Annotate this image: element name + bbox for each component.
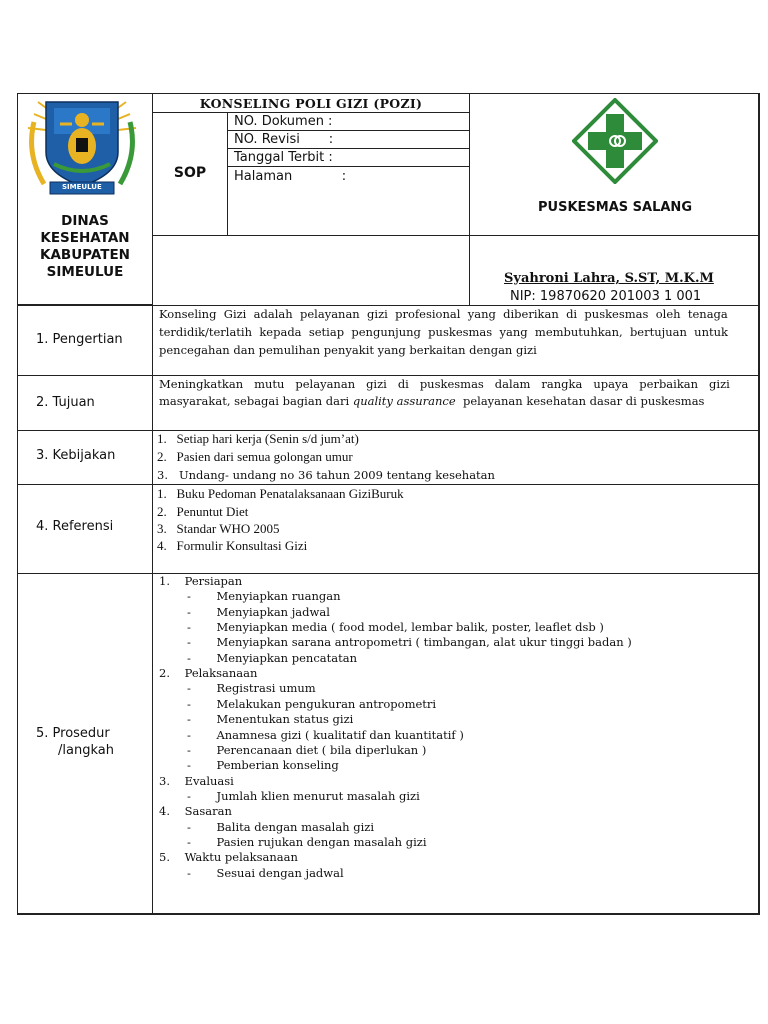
prosedur-step: - Pemberian konseling [187, 758, 339, 773]
signer-cell [469, 235, 760, 306]
prosedur-step: - Jumlah klien menurut masalah gizi [187, 788, 420, 803]
prosedur-step: - Menyiapkan media ( food model, lembar balik, poster, leaflet dsb ) [187, 620, 604, 635]
signer-name: Syahroni Lahra, S.ST, M.K.M [504, 271, 714, 286]
field-row-halaman [227, 166, 470, 236]
prosedur-heading: 2. Pelaksanaan [159, 666, 258, 681]
pengertian-line-1: Konseling Gizi adalah pelayanan gizi profesional yang diberikan di puskesmas oleh tenaga [159, 307, 728, 321]
sop-label: SOP [173, 165, 207, 181]
referensi-item-1: 1. Buku Pedoman Penatalaksanaan GiziBuruk [157, 486, 404, 501]
puskesmas-cross-icon [572, 98, 658, 184]
tujuan-line-2-post: pelayanan kesehatan dasar di puskesmas [455, 394, 705, 408]
puskesmas-name: PUSKESMAS SALANG [538, 200, 692, 215]
kebijakan-item-3: 3. Undang- undang no 36 tahun 2009 tentang kesehatan [157, 468, 495, 482]
prosedur-heading: 3. Evaluasi [159, 773, 234, 788]
field-row-tanggal [227, 148, 470, 167]
prosedur-step: - Sesuai dengan jadwal [187, 865, 344, 880]
puskesmas-logo-cell [469, 93, 760, 236]
field-row-dokumen [227, 112, 470, 131]
org-line-4: SIMEULUE [46, 264, 124, 280]
org-line-1: DINAS [61, 213, 109, 229]
tujuan-label: 2. Tujuan [36, 395, 95, 410]
pengertian-label-cell [17, 305, 153, 376]
pengertian-label: 1. Pengertian [36, 332, 123, 347]
blank-header-cell [152, 235, 470, 306]
field-halaman: Halaman : [234, 169, 347, 184]
referensi-item-3: 3. Standar WHO 2005 [157, 521, 280, 536]
org-logo-cell [17, 93, 153, 305]
referensi-item-4: 4. Formulir Konsultasi Gizi [157, 538, 308, 553]
org-line-3: KABUPATEN [40, 247, 130, 263]
prosedur-step: - Menyiapkan pencatatan [187, 650, 357, 665]
referensi-content-cell [152, 484, 760, 574]
referensi-label-cell [17, 484, 153, 574]
pengertian-line-3: pencegahan dan pemulihan penyakit yang berkaitan dengan gizi [159, 343, 537, 357]
sop-document [17, 93, 759, 914]
prosedur-content-cell [152, 573, 760, 915]
prosedur-step: - Menyiapkan jadwal [187, 604, 330, 619]
field-row-revisi [227, 130, 470, 149]
kebijakan-label: 3. Kebijakan [36, 448, 116, 463]
prosedur-step: - Anamnesa gizi ( kualitatif dan kuantitatif ) [187, 727, 464, 742]
field-no-dokumen: NO. Dokumen : [234, 114, 333, 129]
prosedur-step: - Menentukan status gizi [187, 712, 354, 727]
emblem-banner-text: SIMEULUE [62, 183, 102, 191]
tujuan-line-1: Meningkatkan mutu pelayanan gizi di puskesmas dalam rangka upaya perbaikan gizi [159, 377, 730, 391]
kebijakan-item-2: 2. Pasien dari semua golongan umur [157, 449, 353, 464]
pengertian-line-2: terdidik/terlatih kepada setiap pengunjung puskesmas yang membutuhkan, bertujuan untuk [159, 325, 728, 339]
referensi-label: 4. Referensi [36, 519, 114, 534]
prosedur-heading: 1. Persiapan [159, 574, 243, 588]
prosedur-label-cell [17, 573, 153, 915]
signer-nip: NIP: 19870620 201003 1 001 [510, 289, 702, 304]
prosedur-step: - Menyiapkan sarana antropometri ( timbangan, alat ukur tinggi badan ) [187, 635, 632, 650]
kebijakan-item-1: 1. Setiap hari kerja (Senin s/d jum’at) [157, 431, 359, 446]
org-line-2: KESEHATAN [40, 230, 130, 246]
prosedur-step: - Registrasi umum [187, 681, 316, 696]
referensi-item-2: 2. Penuntut Diet [157, 504, 249, 519]
tujuan-line-2-pre: masyarakat, sebagai bagian dari [159, 394, 353, 408]
prosedur-heading: 5. Waktu pelaksanaan [159, 850, 298, 865]
sop-cell [152, 112, 228, 236]
field-no-revisi: NO. Revisi : [234, 132, 334, 147]
prosedur-step: - Melakukan pengukuran antropometri [187, 696, 437, 711]
tujuan-line-2-em: quality assurance [352, 394, 456, 408]
prosedur-label-1: 5. Prosedur [36, 726, 110, 741]
prosedur-step: - Balita dengan masalah gizi [187, 819, 375, 834]
field-tanggal-terbit: Tanggal Terbit : [234, 150, 333, 165]
tujuan-line-2 [159, 394, 704, 408]
page-title: KONSELING POLI GIZI (POZI) [199, 96, 423, 111]
kebijakan-content-cell [152, 430, 760, 485]
prosedur-step: - Menyiapkan ruangan [187, 589, 341, 604]
prosedur-step: - Perencanaan diet ( bila diperlukan ) [187, 742, 427, 757]
tujuan-content-cell [152, 375, 760, 431]
prosedur-label-2: /langkah [58, 743, 114, 758]
prosedur-heading: 4. Sasaran [159, 804, 232, 819]
kebijakan-label-cell [17, 430, 153, 485]
pengertian-content-cell [152, 305, 760, 376]
tujuan-label-cell [17, 375, 153, 431]
title-cell [152, 93, 470, 113]
prosedur-step: - Pasien rujukan dengan masalah gizi [187, 834, 427, 849]
